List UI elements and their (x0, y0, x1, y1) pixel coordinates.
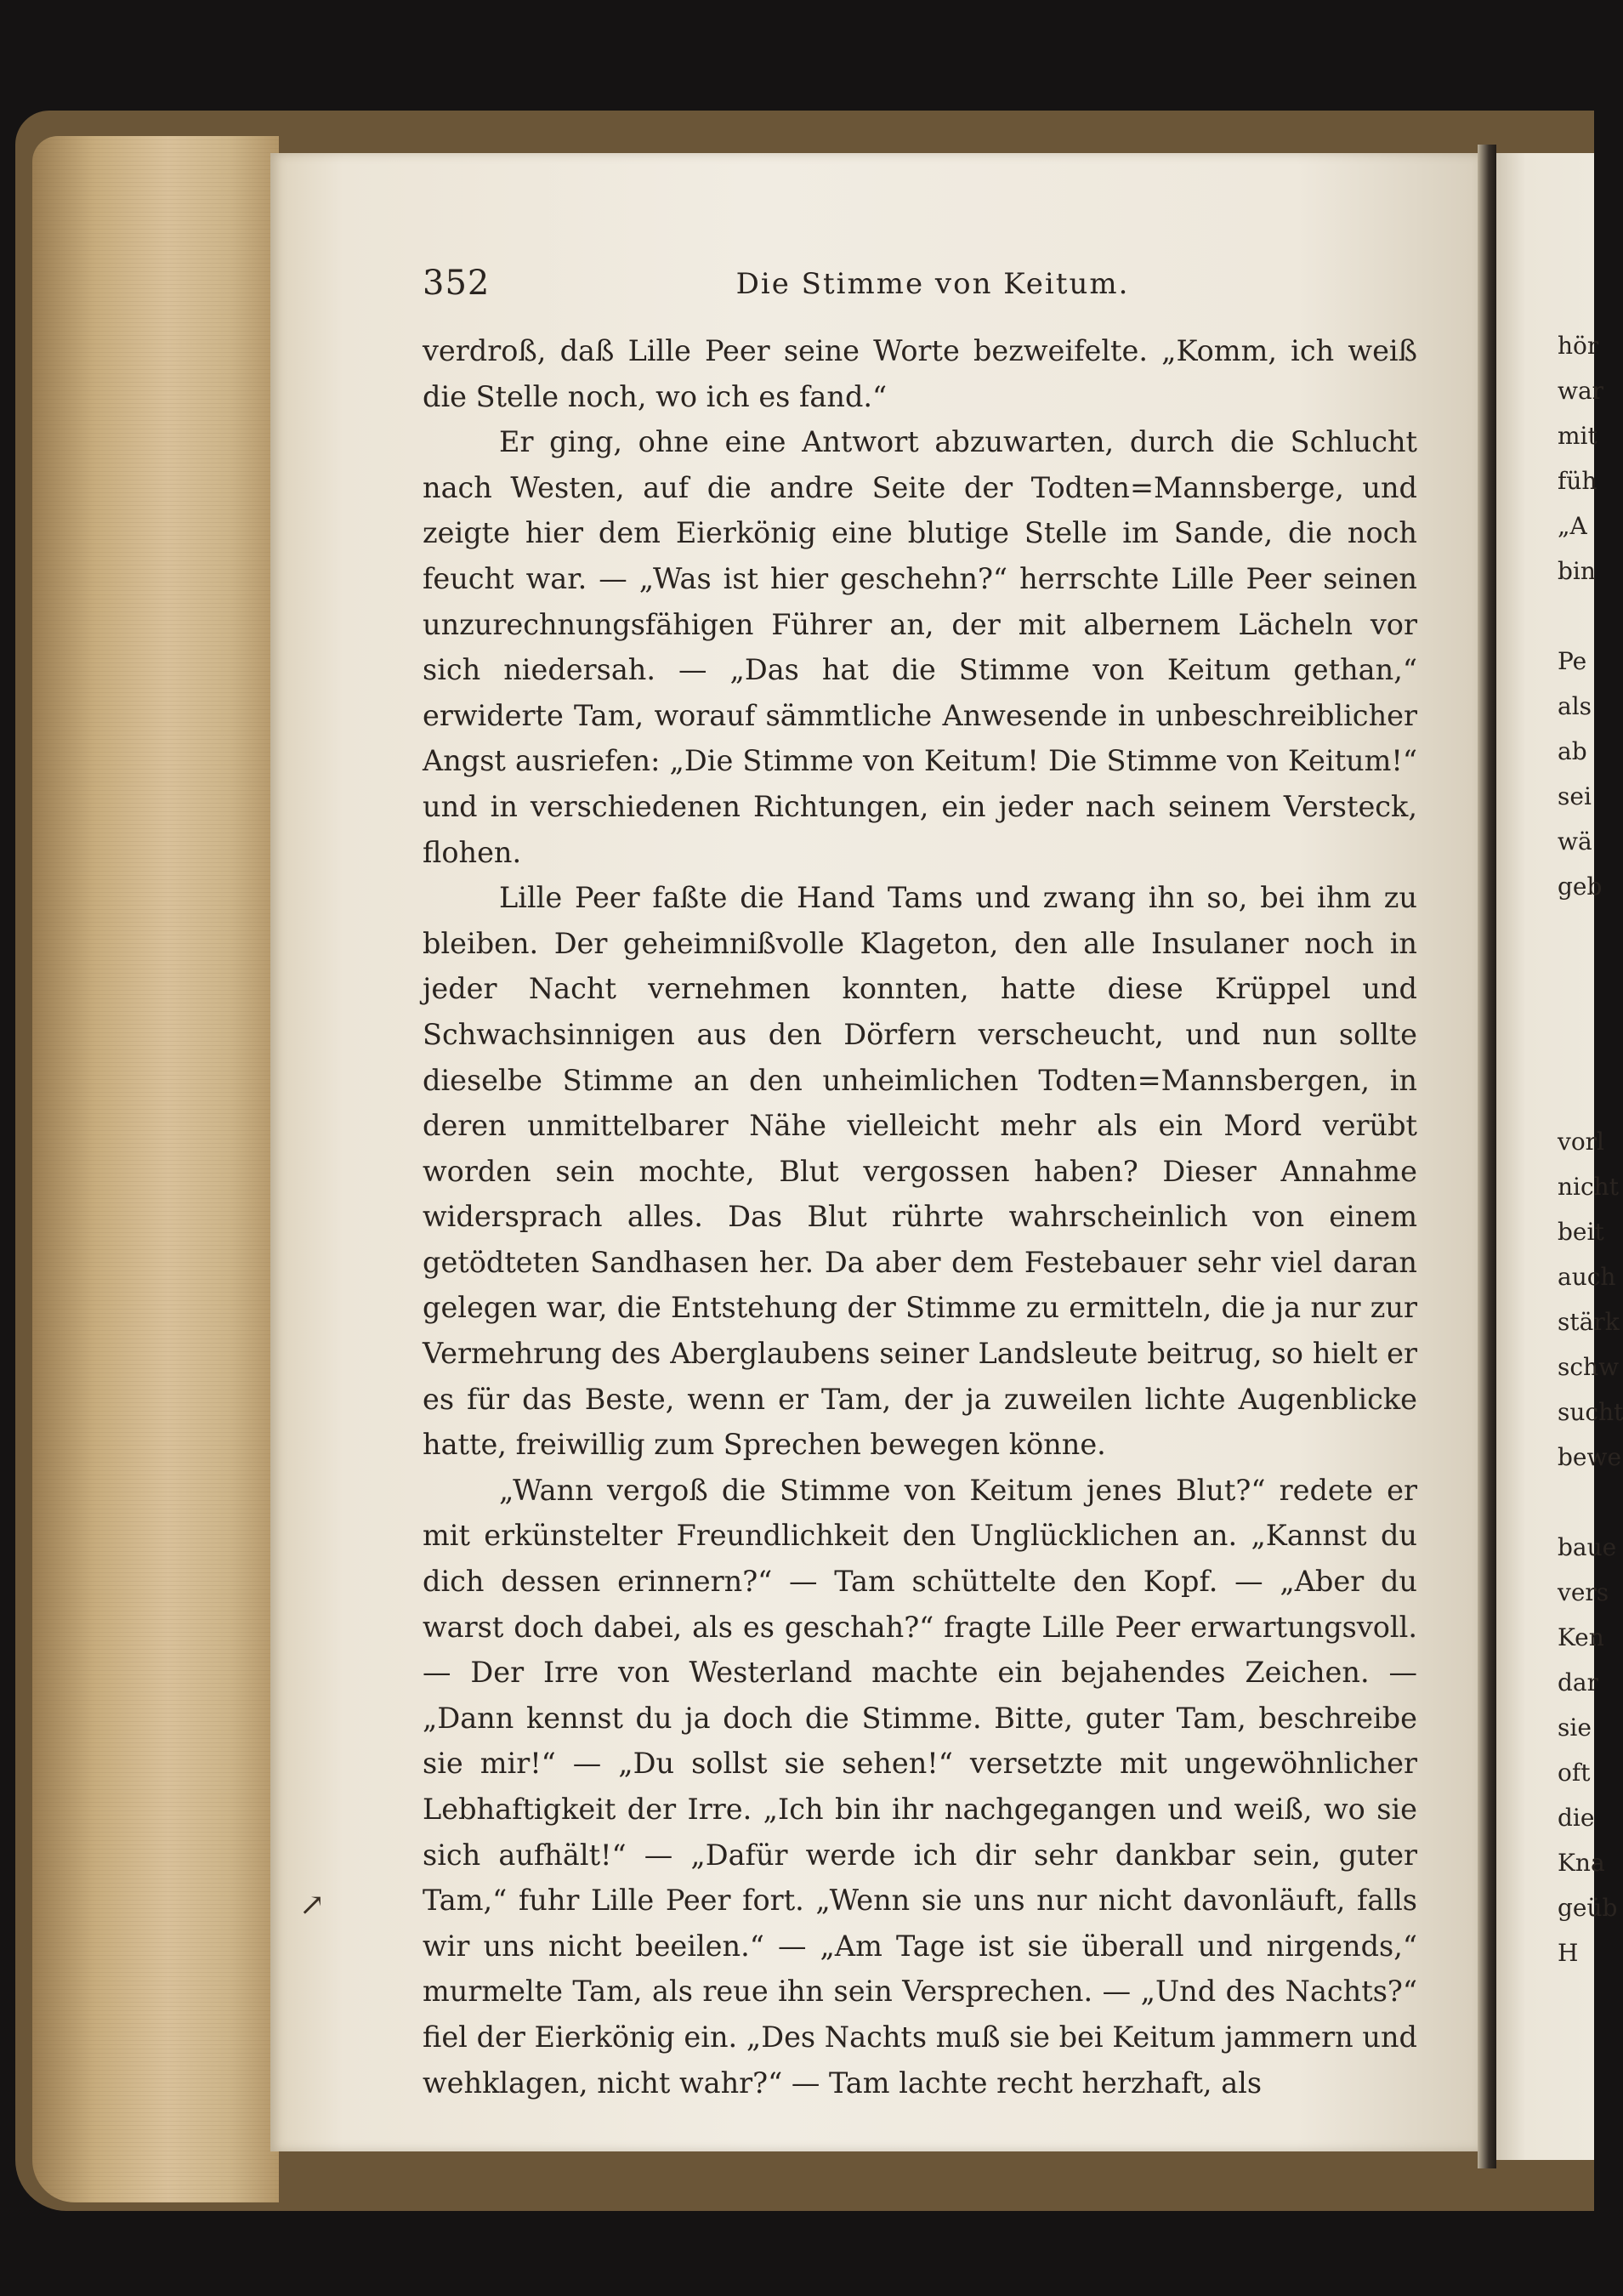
fragment-line: geb (1558, 872, 1603, 901)
fragment-line: sie (1558, 1713, 1592, 1742)
fragment-line: beit (1558, 1218, 1604, 1246)
fragment-line: vorl (1558, 1128, 1605, 1156)
paragraph: „Wann vergoß die Stimme von Keitum jenes Blut?“ redete er mit erkünstelter Freundlichkeit den Unglücklichen an. „Kannst du dich dessen erinnern?“ — Tam schüttelte den Kopf. — „Aber du warst doch dabei, als es geschah?“ fragte Lille Peer erwartungsvoll. — Der Irre von Westerland machte ein bejahendes Zeichen. — „Dann kennst du ja doch die Stimme. Bitte, guter Tam, beschreibe sie mir!“ — „Du sollst sie sehen!“ versetzte mit ungewöhnlicher Lebhaftigkeit der Irre. „Ich bin ihr nachgegangen und weiß, wo sie sich aufhält!“ — „Dafür werde ich dir sehr dankbar sein, guter Tam,“ fuhr Lille Peer fort. „Wenn sie uns nur nicht davonläuft, falls wir uns nicht beeilen.“ — „Am Tage ist sie überall und nirgends,“ murmelte Tam, als reue ihn sein Versprechen. — „Und des Nachts?“ fiel der Eierkönig ein. „Des Nachts muß sie bei Keitum jammern und wehklagen, nicht wahr?“ — Tam lachte recht herzhaft, als (423, 1473, 1417, 2100)
fragment-line: auch (1558, 1263, 1616, 1291)
fragment-line: mit (1558, 422, 1597, 450)
fragment-line: bewe (1558, 1443, 1622, 1471)
fragment-line: Kna (1558, 1849, 1605, 1877)
fragment-line (1558, 594, 1600, 639)
book-gutter (1478, 145, 1496, 2168)
paragraph: verdroß, daß Lille Peer seine Worte bezweifelte. „Komm, ich weiß die Stelle noch, wo ich es fand.“ (423, 334, 1417, 413)
right-page-fragments-bottom (1558, 1119, 1623, 1975)
right-page-fragments-top (1558, 323, 1604, 909)
fragment-line: Ken (1558, 1623, 1604, 1651)
fragment-line: geüb (1558, 1894, 1618, 1922)
fragment-line: sei (1558, 782, 1592, 810)
fragment-line: die (1558, 1804, 1595, 1832)
fragment-line: bin (1558, 557, 1596, 585)
fragment-line: war (1558, 377, 1604, 405)
fragment-line: dar (1558, 1668, 1599, 1696)
fragment-line: nicht (1558, 1173, 1619, 1201)
fragment-line: hör (1558, 332, 1599, 360)
fragment-line (1558, 1480, 1600, 1525)
fragment-line: ab (1558, 737, 1587, 765)
fragment-line: wä (1558, 827, 1592, 855)
fragment-line: als (1558, 692, 1592, 720)
fragment-line: füh (1558, 467, 1597, 495)
fragment-line: „A (1558, 512, 1587, 540)
fragment-line: H (1558, 1939, 1579, 1967)
fragment-line: baue (1558, 1533, 1617, 1561)
paragraph: Er ging, ohne eine Antwort abzuwarten, durch die Schlucht nach Westen, auf die andre Seite der Todten=Mannsberge, und zeigte hier dem Eierkönig eine blutige Stelle im Sande, die noch feucht war. — „Was ist hier geschehn?“ herrschte Lille Peer seinen unzurechnungsfähigen Führer an, der mit albernem Lächeln vor sich niedersah. — „Das hat die Stimme von Keitum gethan,“ erwiderte Tam, worauf sämmtliche Anwesende in unbeschreiblicher Angst ausriefen: „Die Stimme von Keitum! Die Stimme von Keitum!“ und in verschiedenen Richtungen, ein jeder nach seinem Versteck, flohen. (423, 425, 1417, 869)
fragment-line: oft (1558, 1759, 1591, 1787)
fragment-line: vers (1558, 1578, 1609, 1606)
fragment-line: schw (1558, 1353, 1620, 1381)
page-edges (32, 136, 279, 2202)
fragment-line: stärk (1558, 1308, 1620, 1336)
pencil-mark-icon: ↗ (299, 1888, 326, 1923)
page-header (423, 264, 1417, 306)
fragment-line: sucht (1558, 1398, 1623, 1426)
body-text (423, 328, 1417, 2106)
running-title: Die Stimme von Keitum. (735, 267, 1130, 301)
page-number: 352 (423, 264, 491, 303)
fragment-line: Pe (1558, 647, 1587, 675)
paragraph: Lille Peer faßte die Hand Tams und zwang ihn so, bei ihm zu bleiben. Der geheimnißvolle Klageton, den alle Insulaner noch in jeder Nacht vernehmen konnten, hatte diese Krüppel und Schwachsinnigen aus den Dörfern verscheucht, und nun sollte dieselbe Stimme an den unheimlichen Todten=Mannsbergen, in deren unmittelbarer Nähe vielleicht mehr als ein Mord verübt worden sein mochte, Blut vergossen haben? Dieser Annahme widersprach alles. Das Blut rührte wahrscheinlich von einem getödteten Sandhasen her. Da aber dem Festebauer sehr viel daran gelegen war, die Entstehung der Stimme zu ermitteln, die ja nur zur Vermehrung des Aberglaubens seiner Landsleute beitrug, so hielt er es für das Beste, wenn er Tam, der ja zuweilen lichte Augenblicke hatte, freiwillig zum Sprechen bewegen könne. (423, 881, 1417, 1462)
